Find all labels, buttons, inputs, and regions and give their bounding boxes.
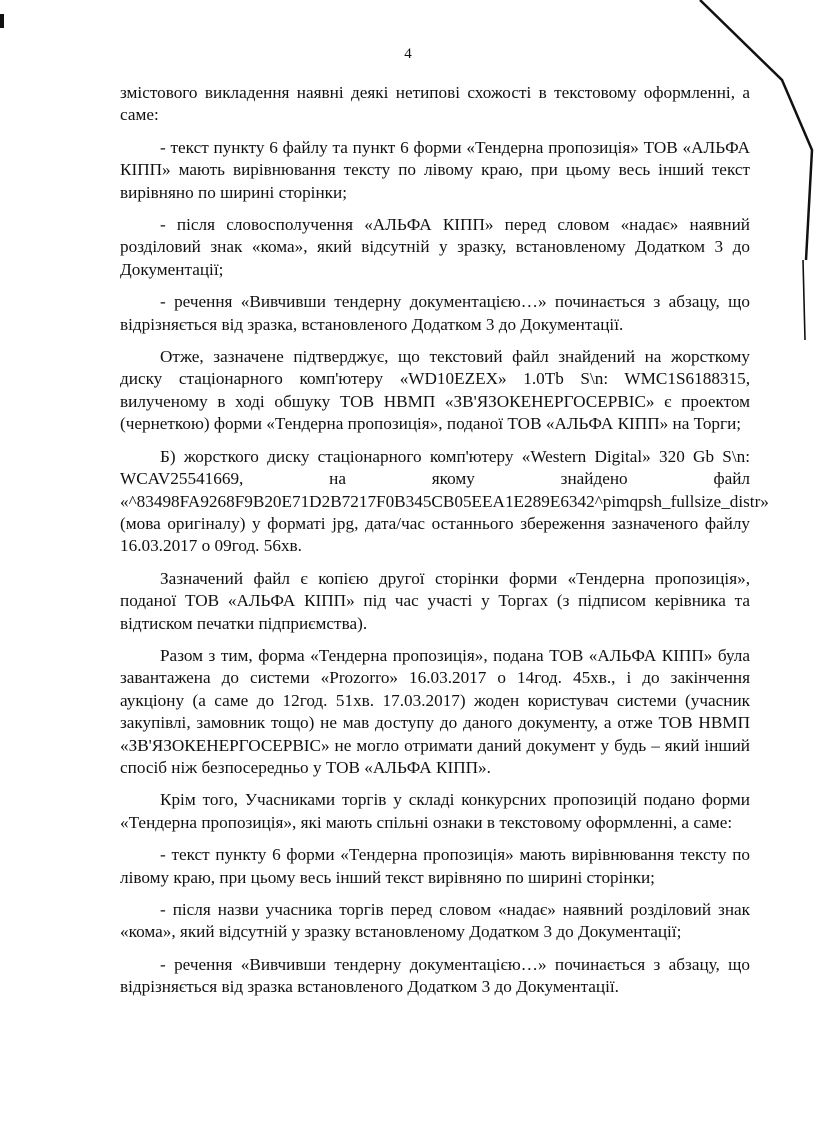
paragraph: Б) жорсткого диску стаціонарного комп'ютеру «Western Digital» 320 Gb S\n: WCAV25541669, на якому знайдено файл «^83498FA9268F9B20E71D2B7217F0B345CB05EEA1E289E6342^pimqpsh_fullsize_distr» (мова оригіналу) у форматі jpg, дата/час останнього збереження зазначеного файлу 16.03.2017 о 09год. 56хв. xyxy=(120,446,769,556)
paragraph: - речення «Вивчивши тендерну документацією…» починається з абзацу, що відрізняється від зразка встановленого Додатком 3 до Документації. xyxy=(120,954,750,997)
scan-vertical-line xyxy=(803,260,805,340)
paragraph: - після назви учасника торгів перед словом «надає» наявний розділовий знак «кома», який відсутній у зразку встановленому Додатком 3 до Документації; xyxy=(120,900,750,942)
paragraph: змістового викладення наявні деякі нетипові схожості в текстовому оформленні, а саме: xyxy=(120,83,750,125)
paragraph: - текст пункту 6 файлу та пункт 6 форми «Тендерна пропозиція» ТОВ «АЛЬФА КІПП» мають вирівнювання тексту по лівому краю, при цьому весь інший текст вирівняно по ширині сторінки; xyxy=(120,137,750,202)
paragraph: Крім того, Учасниками торгів у складі конкурсних пропозицій подано форми «Тендерна пропозиція», які мають спільні ознаки в текстовому оформленні, а саме: xyxy=(120,790,750,832)
paragraph: - речення «Вивчивши тендерну документацією…» починається з абзацу, що відрізняється від зразка, встановленого Додатком 3 до Документації. xyxy=(120,292,750,334)
paragraph: Разом з тим, форма «Тендерна пропозиція», подана ТОВ «АЛЬФА КІПП» була завантажена до системи «Prozorro» 16.03.2017 о 14год. 45хв., і до закінчення аукціону (а саме до 12год. 51хв. 17.03.2017) жоден користувач системи (учасник закупівлі, замовник тощо) не мав доступу до даного документу, а отже ТОВ НВМП «ЗВ'ЯЗОКЕНЕРГОСЕРВІС» не могло отримати даний документ у будь – який інший спосіб ніж безпосередньо у ТОВ «АЛЬФА КІПП». xyxy=(120,645,750,777)
document-body xyxy=(120,82,769,1009)
page-number: 4 xyxy=(404,46,412,62)
paragraph: - після словосполучення «АЛЬФА КІПП» перед словом «надає» наявний розділовий знак «кома», який відсутній у зразку, встановленому Додатком 3 до Документації; xyxy=(120,215,750,279)
paragraph: Отже, зазначене підтверджує, що текстовий файл знайдений на жорсткому диску стаціонарного комп'ютеру «WD10EZEX» 1.0Tb S\n: WMC1S6188315, вилученому в ході обшуку ТОВ НВМП «ЗВ'ЯЗОКЕНЕРГОСЕРВІС» є проектом (чернеткою) форми «Тендерна пропозиція», поданої ТОВ «АЛЬФА КІПП» на Торги; xyxy=(120,347,750,434)
paragraph: Зазначений файл є копією другої сторінки форми «Тендерна пропозиція», поданої ТОВ «АЛЬФА КІПП» під час участі у Торгах (з підписом керівника та відтиском печатки підприємства). xyxy=(120,568,750,633)
paragraph: - текст пункту 6 форми «Тендерна пропозиція» мають вирівнювання тексту по лівому краю, при цьому весь інший текст вирівняно по ширині сторінки; xyxy=(120,845,750,887)
